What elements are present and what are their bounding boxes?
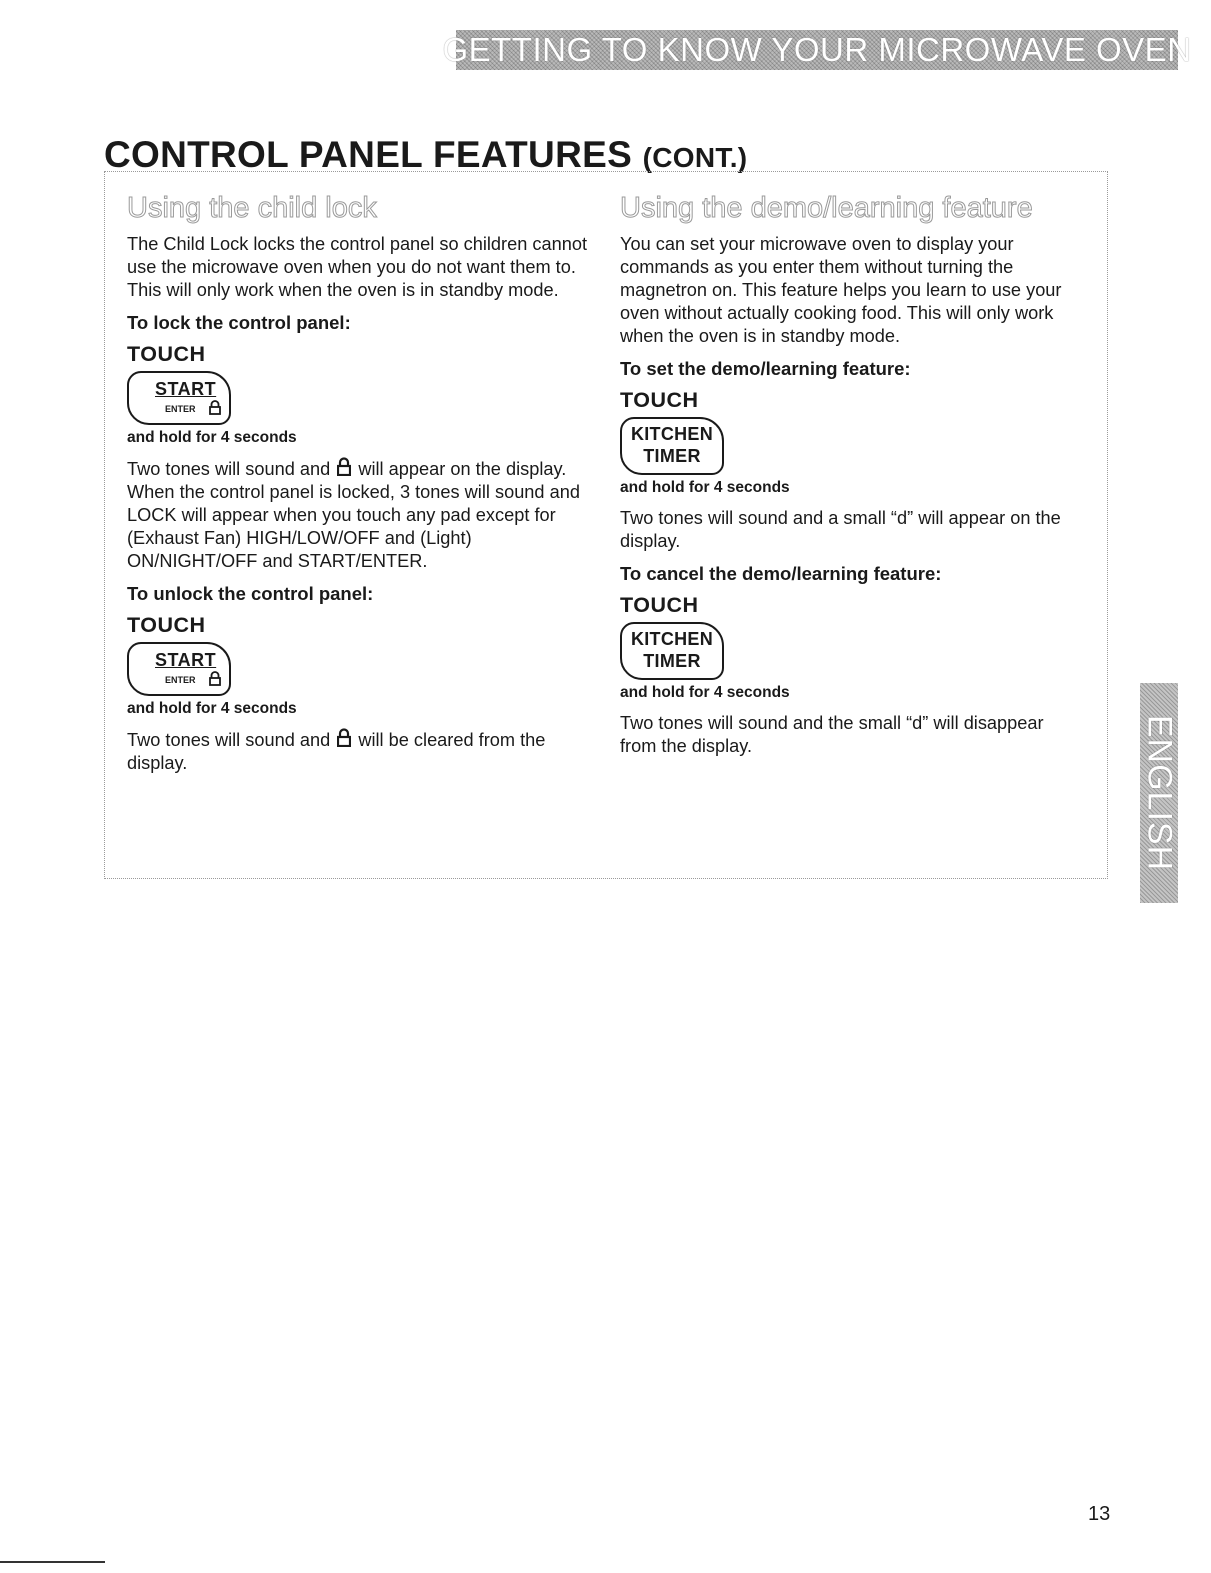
timer-key-label: TIMER: [643, 651, 701, 671]
section-banner-text: GETTING TO KNOW YOUR MICROWAVE OVEN: [442, 31, 1192, 68]
child-lock-heading: Using the child lock: [127, 192, 377, 224]
demo-learning-intro: You can set your microwave oven to display your commands as you enter them without turning the magnetron on. This feature helps you learn to use your oven without actually cooking food. This will only work when the oven is in standby mode.: [620, 234, 1062, 346]
timer-key-label: TIMER: [643, 446, 701, 466]
unlock-result-post: will be cleared from the display.: [127, 730, 546, 773]
kitchen-timer-key: [620, 622, 724, 680]
hold-instruction: and hold for 4 seconds: [127, 700, 297, 717]
page-title-suffix: (CONT.): [642, 142, 748, 173]
hold-instruction: and hold for 4 seconds: [127, 429, 297, 446]
touch-label: TOUCH: [127, 613, 206, 637]
demo-learning-section: [620, 192, 1080, 768]
touch-label: TOUCH: [620, 593, 699, 617]
lock-icon: [337, 728, 351, 747]
page-title-main: CONTROL PANEL FEATURES: [104, 134, 633, 175]
touch-label: TOUCH: [620, 388, 699, 412]
unlock-result-pre: Two tones will sound and: [127, 730, 331, 750]
set-demo-label: To set the demo/learning feature:: [620, 358, 911, 379]
lock-result-text: [127, 457, 597, 573]
page-number: 13: [1088, 1503, 1111, 1525]
demo-learning-heading: Using the demo/learning feature: [620, 192, 1033, 224]
lock-result-pre: Two tones will sound and: [127, 459, 331, 479]
page-title: [104, 134, 747, 176]
section-banner: [442, 30, 1192, 70]
start-enter-key: [127, 642, 231, 696]
unlock-instructions-label: To unlock the control panel:: [127, 583, 374, 604]
footer-rule: [0, 1561, 105, 1563]
lock-instructions-label: To lock the control panel:: [127, 312, 351, 333]
lock-icon: [209, 400, 221, 415]
cancel-demo-result: Two tones will sound and the small “d” will disappear from the display.: [620, 713, 1044, 756]
start-key-label: START: [155, 379, 217, 399]
hold-instruction: and hold for 4 seconds: [620, 479, 790, 496]
touch-label: TOUCH: [127, 342, 206, 366]
kitchen-timer-key: [620, 417, 724, 475]
enter-key-label: ENTER: [165, 404, 196, 414]
set-demo-result: Two tones will sound and a small “d” will appear on the display.: [620, 508, 1061, 551]
start-enter-key: [127, 371, 231, 425]
enter-key-label: ENTER: [165, 675, 196, 685]
kitchen-key-label: KITCHEN: [630, 424, 714, 444]
language-side-tab: [1140, 683, 1178, 903]
lock-icon: [209, 671, 221, 686]
language-side-tab-text: ENGLISH: [1140, 714, 1178, 872]
hold-instruction: and hold for 4 seconds: [620, 684, 790, 701]
start-key-label: START: [155, 650, 217, 670]
lock-result-post: will appear on the display. When the control panel is locked, 3 tones will sound and LOCK will appear when you touch any pad except for (Exhaust Fan) HIGH/LOW/OFF and (Light) ON/NIGHT/OFF and START/ENTER.: [127, 459, 580, 571]
child-lock-intro: The Child Lock locks the control panel so children cannot use the microwave oven when you do not want them to. This will only work when the oven is in standby mode.: [127, 234, 587, 300]
cancel-demo-label: To cancel the demo/learning feature:: [620, 563, 942, 584]
child-lock-section: [127, 192, 597, 785]
unlock-result-text: [127, 728, 597, 775]
lock-icon: [337, 457, 351, 476]
kitchen-key-label: KITCHEN: [630, 629, 714, 649]
